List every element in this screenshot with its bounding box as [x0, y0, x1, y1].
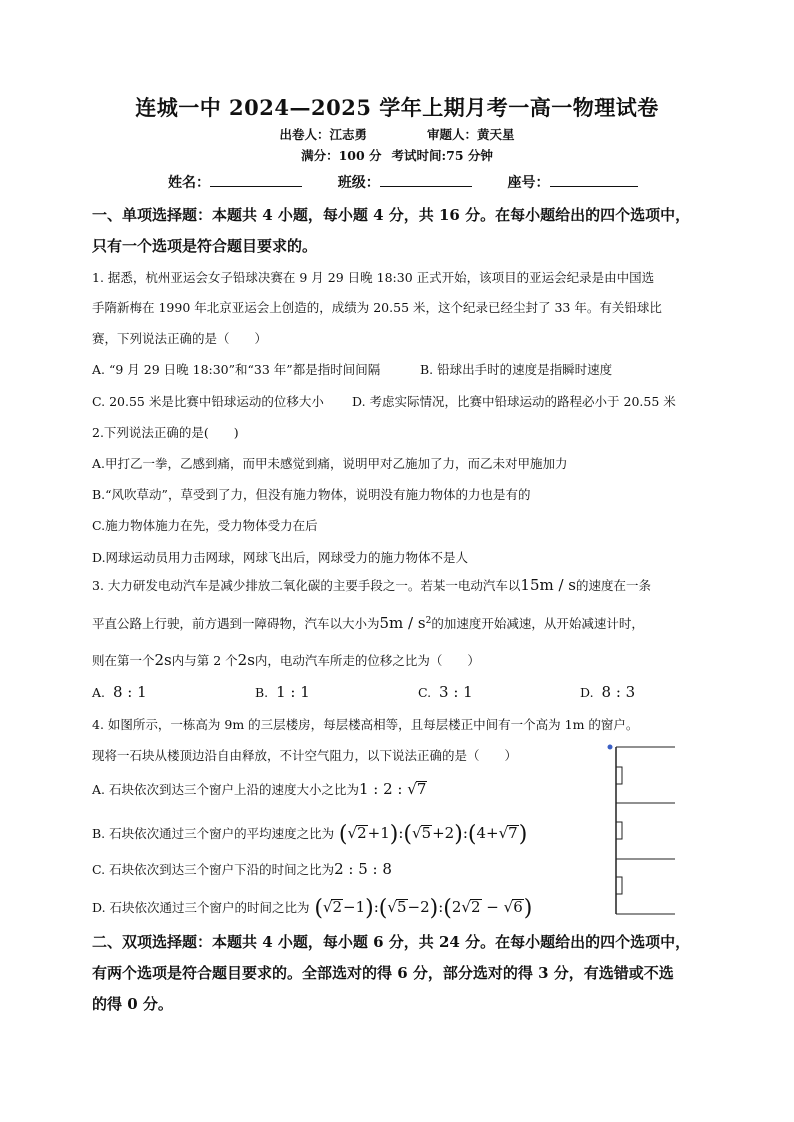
root-6: 6 — [513, 898, 523, 916]
name-field[interactable] — [210, 172, 302, 187]
term: 4+ — [476, 824, 499, 842]
section2-heading — [92, 927, 712, 1020]
option-text: B. 石块依次通过三个窗户的平均速度之比为 — [92, 826, 335, 841]
q4-option-b: B. 石块依次通过三个窗户的平均速度之比为 (√2+1):(√5+2):(4+√7) — [92, 822, 528, 847]
reviewer-label: 审题人：黄天星 — [427, 127, 515, 142]
term: − — [481, 898, 504, 916]
section2-line1: 二、双项选择题：本题共 4 小题，每小题 6 分，共 24 分。在每小题给出的四个选项中， — [92, 933, 691, 951]
q3-accel-exponent: 2 — [425, 615, 432, 626]
q1-option-c: C. 20.55 米是比赛中铅球运动的位移大小 — [92, 394, 324, 409]
option-text: C. 石块依次到达三个窗户下沿的时间之比为 — [92, 862, 335, 877]
seat-field[interactable] — [550, 172, 638, 187]
option-root: 7 — [416, 780, 427, 798]
author-label: 出卷人：江志勇 — [279, 127, 367, 142]
option-value: 8 : 3 — [601, 683, 636, 701]
q3-option-d — [580, 683, 635, 701]
q1-option-d: D. 考虑实际情况，比赛中铅球运动的路程必小于 20.55 米 — [352, 394, 676, 409]
option-label: C. — [418, 685, 432, 700]
q3-stem-line3 — [92, 651, 480, 669]
root-2: 2 — [470, 898, 481, 916]
seat-label: 座号： — [507, 175, 550, 191]
option-text: A. 石块依次到达三个窗户上沿的速度大小之比为 — [92, 782, 359, 797]
section1-line2: 只有一个选项是符合题目要求的。 — [92, 237, 318, 255]
root-2: 2 — [332, 898, 343, 916]
name-label: 姓名： — [168, 175, 210, 191]
root-5: 5 — [421, 824, 432, 842]
q1-option-b: B. 铅球出手时的速度是指瞬时速度 — [420, 362, 613, 377]
q1-option-a: A. “9 月 29 日晚 18:30”和“33 年”都是指时间间隔 — [92, 362, 381, 377]
root-5: 5 — [396, 898, 407, 916]
window-1 — [616, 877, 622, 894]
q2-option-c: C.施力物体施力在先，受力物体受力在后 — [92, 518, 318, 533]
term: −1 — [343, 898, 366, 916]
class-field[interactable] — [380, 172, 472, 187]
q1-stem-line2: 手隋新梅在 1990 年北京亚运会上创造的，成绩为 20.55 米，这个纪录已经尘封了 33 年。有关铅球比 — [92, 300, 662, 315]
q2-option-a: A.甲打乙一拳，乙感到痛，而甲未感觉到痛，说明甲对乙施加了力，而乙未对甲施加力 — [92, 456, 568, 471]
q3-stem-line2 — [92, 614, 644, 632]
q3-text: 的速度在一条 — [576, 578, 652, 593]
window-2 — [616, 822, 622, 839]
colon: : — [398, 824, 404, 842]
time-label: 考试时间:75 分钟 — [391, 148, 493, 163]
q2-option-d: D.网球运动员用力击网球，网球飞出后，网球受力的施力物体不是人 — [92, 550, 469, 565]
q3-speed: 15m / s — [520, 576, 577, 594]
option-value: 3 : 1 — [439, 683, 473, 701]
exam-staff — [0, 125, 794, 143]
q3-text: 内，电动汽车所走的位移之比为（ ） — [254, 653, 480, 668]
q4-option-c — [92, 860, 392, 878]
colon: : — [462, 824, 468, 842]
exam-title: 连城一中 2024—2025 学年上期月考一高一物理试卷 — [135, 95, 659, 120]
three-story-building-figure — [605, 742, 677, 917]
q3-option-b — [255, 683, 310, 701]
option-text: D. 石块依次通过三个窗户的时间之比为 — [92, 900, 310, 915]
section2-line3: 的得 0 分。 — [92, 995, 173, 1013]
stone-dot — [608, 745, 613, 750]
q4-stem-line2: 现将一石块从楼顶边沿自由释放，不计空气阻力，以下说法正确的是（ ） — [92, 748, 518, 763]
q4-option-a: A. 石块依次到达三个窗户上沿的速度大小之比为1 : 2 : √7 — [92, 780, 427, 798]
q3-text: 的加速度开始减速，从开始减速计时， — [431, 616, 644, 631]
option-label: A. — [92, 685, 106, 700]
q2-option-b: B.“风吹草动”，草受到了力，但没有施力物体，说明没有施力物体的力也是有的 — [92, 487, 531, 502]
q3-stem-line1 — [92, 576, 651, 594]
root-7: 7 — [508, 824, 518, 842]
q3-text: 则在第一个 — [92, 653, 155, 668]
q4-stem-line1: 4. 如图所示，一栋高为 9m 的三层楼房，每层楼高相等，且每层楼正中间有一个高为 1m 的窗户。 — [92, 717, 639, 732]
option-value: 1 : 1 — [276, 683, 310, 701]
q2-stem: 2.下列说法正确的是( ) — [92, 425, 239, 440]
student-info-fields — [168, 172, 638, 192]
q3-option-a — [92, 683, 147, 701]
q3-text: 平直公路上行驶，前方遇到一障碍物，汽车以大小为 — [92, 616, 380, 631]
term: +2 — [432, 824, 455, 842]
q3-accel: 5m / s — [379, 614, 426, 632]
q3-time1: 2s — [154, 651, 172, 669]
option-math: 2 : 5 : 8 — [334, 860, 392, 878]
window-3 — [616, 767, 622, 784]
option-label: B. — [255, 685, 269, 700]
q3-time2: 2s — [237, 651, 255, 669]
term: +1 — [367, 824, 390, 842]
colon: : — [438, 898, 444, 916]
section1-heading — [92, 200, 712, 262]
score-label: 满分：100 分 — [301, 148, 382, 163]
q3-text: 3. 大力研发电动汽车是减少排放二氧化碳的主要手段之一。若某一电动汽车以 — [92, 578, 521, 593]
option-math: 1 : 2 : — [358, 780, 408, 798]
section2-line2: 有两个选项是符合题目要求的。全部选对的得 6 分，部分选对的得 3 分，有选错或不选 — [92, 964, 674, 982]
exam-info — [0, 146, 794, 164]
q3-text: 内与第 2 个 — [171, 653, 238, 668]
option-value: 8 : 1 — [112, 683, 147, 701]
colon: : — [373, 898, 379, 916]
q4-option-d: D. 石块依次通过三个窗户的时间之比为 (√2−1):(√5−2):(2√2 − √6) — [92, 896, 533, 921]
root-2: 2 — [357, 824, 367, 842]
q1-stem-line1: 1. 据悉，杭州亚运会女子铅球决赛在 9 月 29 日晚 18:30 正式开始，该项目的亚运会纪录是由中国选 — [92, 270, 655, 285]
term: 2 — [451, 898, 462, 916]
class-label: 班级： — [337, 175, 380, 191]
term: −2 — [407, 898, 430, 916]
section1-line1: 一、单项选择题：本题共 4 小题，每小题 4 分，共 16 分。在每小题给出的四个选项中， — [92, 206, 691, 224]
option-label: D. — [580, 685, 594, 700]
q3-option-c — [418, 683, 473, 701]
q1-stem-line3: 赛，下列说法正确的是（ ） — [92, 331, 268, 346]
